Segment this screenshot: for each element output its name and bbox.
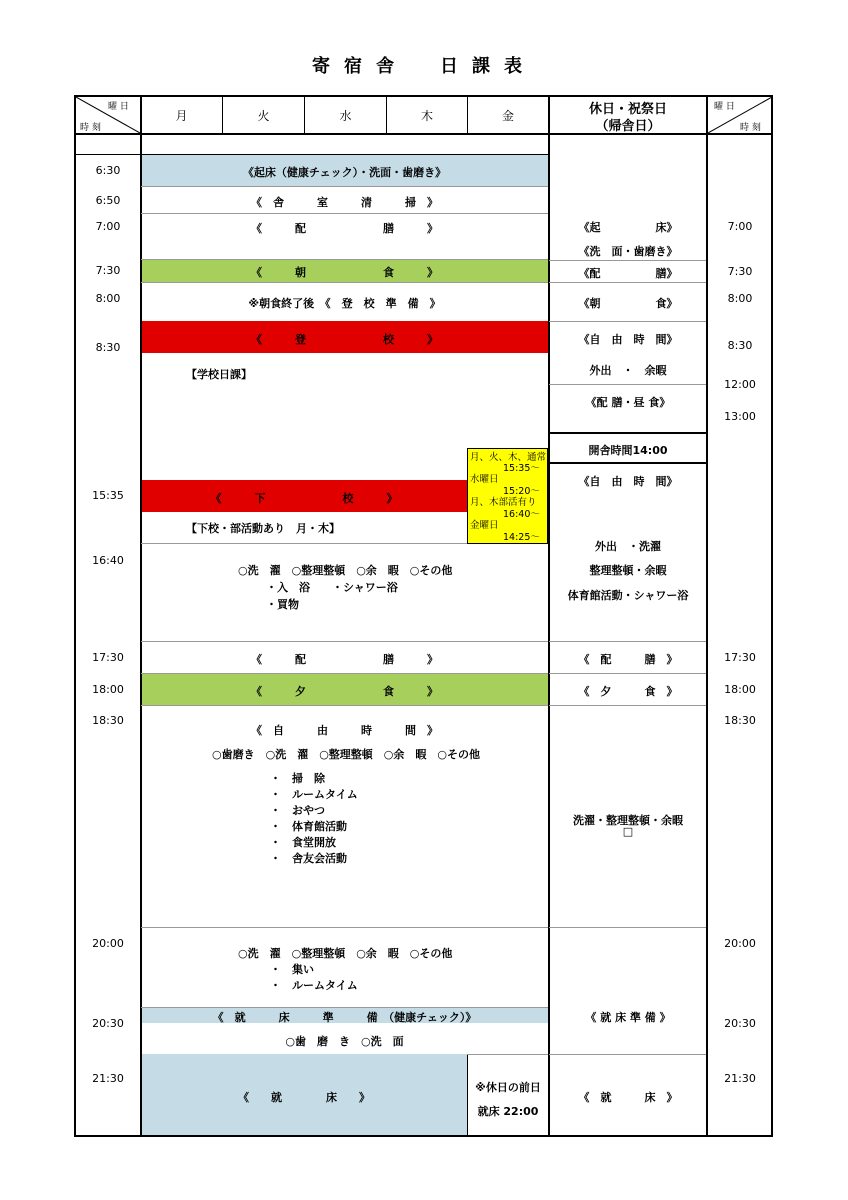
holiday-breakfast: 《朝 食》 — [578, 297, 678, 310]
holiday-column-right-divider — [706, 96, 708, 1136]
time-column-divider — [140, 96, 142, 1136]
time-2030: 20:30 — [92, 1017, 124, 1030]
row-line — [141, 186, 548, 187]
holiday-header: 休日・祝祭日 — [588, 102, 667, 117]
holiday-row-line — [549, 260, 706, 261]
time-1800: 18:00 — [92, 683, 124, 696]
holiday-row-line — [549, 321, 706, 322]
dinner-activity: 《 夕 食 》 — [251, 685, 438, 698]
serve-breakfast-activity: 《 配 膳 》 — [251, 222, 438, 235]
evening-item: ・ ルームタイム — [270, 788, 358, 801]
right-time-1830: 18:30 — [724, 714, 756, 727]
bed-prep-sub: ○歯 磨 き ○洗 面 — [285, 1035, 404, 1048]
holiday-outing-2: 外出 ・洗濯 — [595, 540, 661, 553]
time-2000: 20:00 — [92, 937, 124, 950]
time-1830: 18:30 — [92, 714, 124, 727]
holiday-evening: 洗濯・整理整頓・余暇 — [573, 814, 683, 827]
holiday-outing-1: 外出 ・ 余暇 — [589, 364, 667, 377]
holiday-tidy: 整理整頓・余暇 — [589, 564, 667, 577]
dismissal-time: 15:35～ — [503, 463, 540, 474]
day-header-mon: 月 — [175, 109, 188, 123]
row-line — [141, 641, 548, 642]
holiday-row-line — [549, 384, 706, 385]
school-prep-activity: ※朝食終了後 《 登 校 準 備 》 — [248, 297, 441, 310]
right-time-0830: 8:30 — [727, 339, 753, 352]
right-weekday-label: 曜 日 — [714, 102, 735, 112]
afternoon-bath: ・入 浴 ・シャワー浴 — [266, 581, 398, 594]
holiday-eve-note: ※休日の前日 — [475, 1081, 541, 1094]
time-2130: 21:30 — [92, 1072, 124, 1085]
right-time-0700: 7:00 — [727, 220, 753, 233]
night-item: ・ ルームタイム — [270, 979, 358, 992]
row-line — [141, 259, 548, 260]
holiday-dinner: 《 夕 食 》 — [578, 685, 678, 698]
holiday-row-line — [549, 705, 706, 706]
row-line — [141, 705, 548, 706]
holiday-evening-mark: □ — [622, 825, 634, 838]
club-activity-label: 【下校・部活動あり 月・木】 — [186, 522, 340, 535]
go-school-activity: 《 登 校 》 — [251, 333, 438, 346]
holiday-free-time-1: 《自 由 時 間》 — [578, 333, 678, 346]
clean-activity: 《 舎 室 清 掃 》 — [251, 196, 438, 209]
holiday-wash: 《洗 面・歯磨き》 — [578, 245, 678, 258]
right-time-1800: 18:00 — [724, 683, 756, 696]
row-line — [141, 673, 548, 674]
holiday-serve-dinner: 《 配 膳 》 — [578, 653, 678, 666]
afternoon-activities: ○洗 濯 ○整理整頓 ○余 暇 ○その他 — [238, 564, 453, 577]
holiday-lunch: 《配 膳・昼 食》 — [585, 396, 671, 409]
holiday-row-line — [549, 432, 706, 434]
holiday-row-line — [549, 927, 706, 928]
dismissal-time: 16:40～ — [503, 509, 540, 520]
dismissal-time: 15:20～ — [503, 486, 540, 497]
sleep-note-divider — [467, 1054, 468, 1136]
holiday-row-line — [549, 641, 706, 642]
holiday-row-line — [549, 1054, 706, 1055]
night-item: ・ 集い — [270, 963, 314, 976]
header-gap-line — [75, 154, 549, 155]
right-time-0800: 8:00 — [727, 292, 753, 305]
holiday-free-time-2: 《自 由 時 間》 — [578, 475, 678, 488]
right-time-2000: 20:00 — [724, 937, 756, 950]
evening-item: ・ 食堂開放 — [270, 836, 336, 849]
right-time-2030: 20:30 — [724, 1017, 756, 1030]
right-time-1300: 13:00 — [724, 410, 756, 423]
bed-prep-activity: 《 就 床 準 備 （健康チェック）》 — [212, 1011, 477, 1024]
evening-item: ・ おやつ — [270, 804, 325, 817]
day-header-fri: 金 — [501, 109, 514, 123]
dismissal-note: 月、火、木、通常 — [470, 452, 547, 463]
time-label: 時 刻 — [80, 123, 101, 133]
right-time-1730: 17:30 — [724, 651, 756, 664]
evening-item: ・ 体育館活動 — [270, 820, 347, 833]
time-1640: 16:40 — [92, 554, 124, 567]
time-0700: 7:00 — [95, 220, 121, 233]
holiday-wake: 《起 床》 — [578, 221, 678, 234]
time-0650: 6:50 — [95, 194, 121, 207]
row-line — [467, 1054, 548, 1055]
right-time-2130: 21:30 — [724, 1072, 756, 1085]
holiday-eve-bedtime: 就床 22:00 — [477, 1105, 539, 1118]
serve-dinner-activity: 《 配 膳 》 — [251, 653, 438, 666]
holiday-gym: 体育館活動・シャワー浴 — [567, 589, 689, 602]
page-title: 寄宿舎 日課表 — [312, 56, 536, 77]
holiday-sleep: 《 就 床 》 — [578, 1091, 678, 1104]
free-time-activity: 《 自 由 時 間 》 — [251, 724, 438, 737]
night-activities: ○洗 濯 ○整理整頓 ○余 暇 ○その他 — [238, 947, 453, 960]
weekday-label: 曜 日 — [108, 102, 129, 112]
sleep-activity: 《 就 床 》 — [238, 1091, 370, 1104]
school-day-label: 【学校日課】 — [186, 368, 252, 381]
holiday-row-line — [549, 462, 706, 464]
dismissal-note: 月、木部活有り — [470, 497, 537, 508]
dismissal-note: 水曜日 — [470, 474, 499, 485]
right-time-1200: 12:00 — [724, 378, 756, 391]
day-header-tue: 火 — [257, 109, 270, 123]
evening-item: ・ 掃 除 — [270, 772, 325, 785]
time-0830: 8:30 — [95, 341, 121, 354]
evening-item: ・ 舎友会活動 — [270, 852, 347, 865]
dismissal-note: 金曜日 — [470, 520, 499, 531]
row-line — [141, 282, 548, 283]
holiday-row-line — [549, 673, 706, 674]
time-1535: 15:35 — [92, 489, 124, 502]
right-time-0730: 7:30 — [727, 265, 753, 278]
right-time-label: 時 刻 — [740, 123, 761, 133]
evening-activities: ○歯磨き ○洗 濯 ○整理整頓 ○余 暇 ○その他 — [212, 748, 480, 761]
time-0730: 7:30 — [95, 264, 121, 277]
day-header-wed: 水 — [339, 109, 352, 123]
time-0800: 8:00 — [95, 292, 121, 305]
day-header-thu: 木 — [420, 109, 433, 123]
holiday-row-line — [549, 282, 706, 283]
holiday-header-sub: （帰舎日） — [595, 119, 661, 134]
row-line — [141, 213, 548, 214]
row-line — [141, 927, 548, 928]
return-school-activity: 《 下 校 》 — [210, 492, 398, 505]
afternoon-shopping: ・買物 — [266, 598, 299, 611]
time-1730: 17:30 — [92, 651, 124, 664]
dismissal-time: 14:25～ — [503, 532, 540, 543]
holiday-serve-breakfast: 《配 膳》 — [578, 267, 678, 280]
holiday-bed-prep: 《 就 床 準 備 》 — [585, 1011, 671, 1024]
wake-activity: 《起床（健康チェック）・洗面・歯磨き》 — [242, 166, 447, 179]
breakfast-activity: 《 朝 食 》 — [251, 266, 438, 279]
row-line — [141, 1007, 548, 1008]
time-0630: 6:30 — [95, 164, 121, 177]
holiday-open-time: 開舎時間14:00 — [588, 444, 668, 457]
